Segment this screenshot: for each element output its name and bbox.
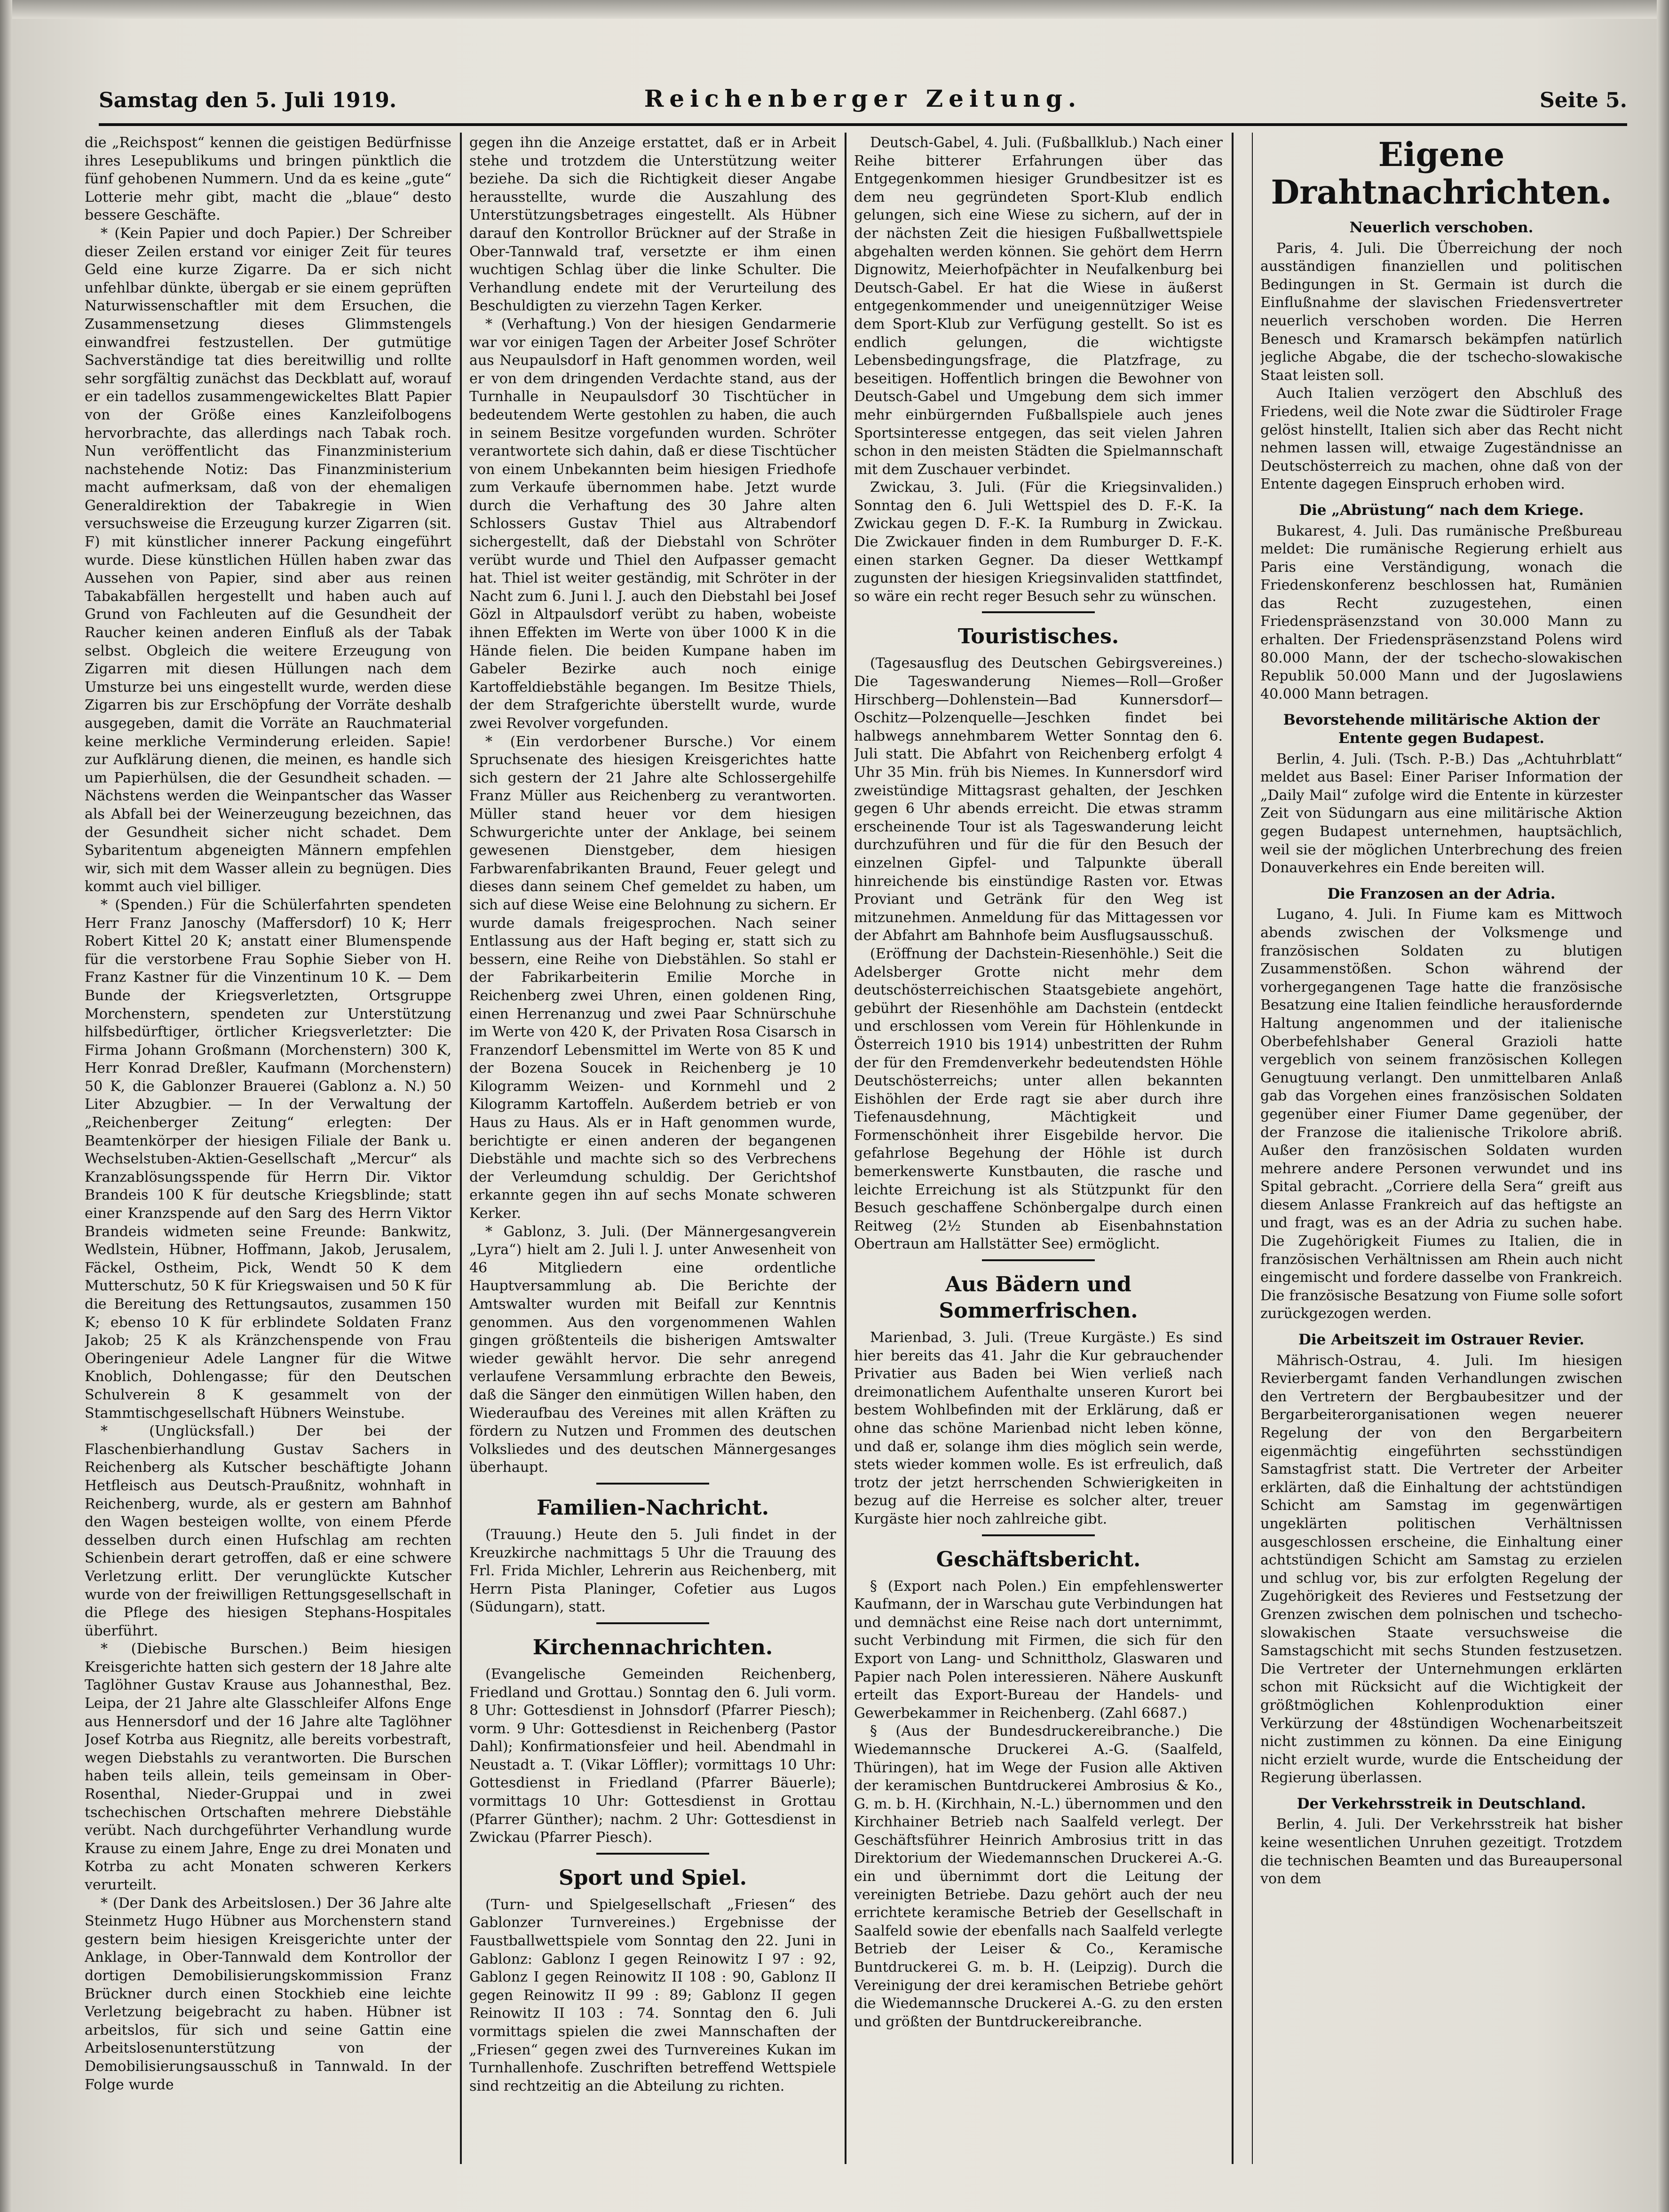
subheading: Der Verkehrsstreik in Deutschland.	[1297, 1795, 1586, 1812]
page-header	[99, 85, 1627, 118]
article-text: * Gablonz, 3. Juli. (Der Männergesangverein „Lyra“) hielt am 2. Juli l. J. unter Anwesenheit von 46 Mitgliedern eine ordentliche Hauptversammlung ab. Die Berichte der Amtswalter wurden mit Beifall zur Kenntnis genommen. Aus den vorgenommenen Wahlen gingen größtenteils die bisherigen Amtswalter wieder gewählt hervor. Die sehr anregend verlaufene Versammlung erbrachte den Beweis, daß die Sänger den einmütigen Willen haben, den Wiederaufbau des Vereines mit allen Kräften zu fördern zu Nutzen und Frommen des deutschen Volksliedes und des deutschen Männergesanges überhaupt.	[469, 1223, 836, 1476]
article-text: § (Export nach Polen.) Ein empfehlenswerter Kaufmann, der in Warschau gute Verbindungen hat und demnächst eine Reise nach dort unternimmt, sucht Verbindung mit Firmen, die sich für den Export von Lang- und Schnittholz, Glaswaren und Papier nach Polen interessieren. Nähere Auskunft erteilt das Export-Bureau der Handels- und Gewerbekammer in Reichenberg. (Zahl 6687.)	[854, 1578, 1223, 1722]
article-text: * (Der Dank des Arbeitslosen.) Der 36 Jahre alte Steinmetz Hugo Hübner aus Morchenstern stand gestern beim hiesigen Kreisgerichte unter der Anklage, in Ober-Tannwald dem Kontrollor der dortigen Demobilisierungskommission Franz Brückner durch einen Stockhieb eine leichte Verletzung beigebracht zu haben. Hübner ist arbeitslos, für sich und seine Gattin eine Arbeitslosenunterstützung von der Demobilisierungsausschuß in Tannwald. In der Folge wurde	[85, 1895, 451, 2093]
subheading: Die „Abrüstung“ nach dem Kriege.	[1299, 501, 1584, 519]
article-text: * (Unglücksfall.) Der bei der Flaschenbierhandlung Gustav Sachers in Reichenberg als Kutscher beschäftigte Johann Hetfleisch aus Deutsch-Praußnitz, wohnhaft in Reichenberg, wurde, als er gestern am Bahnhof den Wagen besteigen wollte, von einem Pferde desselben durch einen Hufschlag am rechten Schienbein derart getroffen, daß er eine schwere Verletzung erlitt. Der verunglückte Kutscher wurde von der freiwilligen Rettungsgesellschaft in die Pflege des hiesigen Stephans-Hospitales überführt.	[85, 1423, 451, 1639]
column-divider-2	[845, 133, 846, 2164]
newspaper-title: Reichenberger Zeitung.	[644, 85, 1082, 112]
section-divider	[982, 1259, 1095, 1261]
article-text: Paris, 4. Juli. Die Überreichung der noch ausständigen finanziellen und politischen Bedingungen in St. Germain ist durch die Einflußnahme der slavischen Friedensvertreter neuerlich verschoben worden. Die Herren Benesch und Kramarsch bekämpfen natürlich jegliche Abgabe, die der tschecho-slowakische Staat leisten soll.	[1260, 240, 1622, 384]
section-heading: Sport und Spiel.	[558, 1865, 747, 1890]
column-divider-1	[460, 133, 462, 2164]
column-3	[854, 134, 1223, 2161]
section-heading: Geschäftsbericht.	[936, 1547, 1141, 1572]
column-2	[469, 134, 836, 2161]
section-heading: Touristisches.	[957, 624, 1119, 649]
scan-right-edge	[1657, 0, 1669, 2212]
scan-left-edge	[0, 0, 12, 2212]
subheading: Die Arbeitszeit im Ostrauer Revier.	[1298, 1331, 1584, 1349]
header-date: Samstag den 5. Juli 1919.	[99, 88, 397, 112]
subheading: Neuerlich verschoben.	[1349, 219, 1534, 236]
article-text: Auch Italien verzögert den Abschluß des Friedens, weil die Note zwar die Südtiroler Frage gelöst hinstellt, Italien sich aber das Recht nicht nehmen lassen will, etwaige Zugeständnisse an Deutschösterreich zu machen, ohne daß von der Entente dagegen Einspruch erhoben wird.	[1260, 385, 1622, 493]
article-text: Lugano, 4. Juli. In Fiume kam es Mittwoch abends zwischen der Volksmenge und französischen Soldaten zu blutigen Zusammenstößen. Schon während der vorhergegangenen Tage hatte die französische Besatzung eine Italien feindliche herausfordernde Haltung angenommen und der italienische Oberbefehlshaber General Grazioli hatte vergeblich von seinem französischen Kollegen Genugtuung verlangt. Den unmittelbaren Anlaß gab das Vorgehen eines französischen Soldaten gegenüber einer Fiumer Dame gegenüber, der der Franzose die italienische Trikolore abriß. Außer den französischen Soldaten wurden mehrere andere Personen verwundet und ins Spital gebracht. „Corriere della Sera“ greift aus diesem Anlasse Frankreich auf das heftigste an und fragt, was es an der Adria zu suchen habe. Die Zugehörigkeit Fiumes zu Italien, die in französischen Verhältnissen am Rhein auch nicht eingemischt und fordere dasselbe von Frankreich. Die französische Besatzung von Fiume solle sofort zurückgezogen werden.	[1260, 906, 1622, 1322]
article-text: Berlin, 4. Juli. Der Verkehrsstreik hat bisher keine wesentlichen Unruhen gezeitigt. Trotzdem die technischen Beamten und das Bureaupersonal von dem	[1260, 1816, 1622, 1888]
header-rule	[99, 123, 1627, 126]
article-text: gegen ihn die Anzeige erstattet, daß er in Arbeit stehe und trotzdem die Unterstützung weiter beziehe. Da sich die Richtigkeit dieser Angabe herausstellte, wurde die Auszahlung des Unterstützungsbetrages eingestellt. Als Hübner darauf den Kontrollor Brückner auf der Straße in Ober-Tannwald traf, versetzte er ihm einen wuchtigen Schlag über die linke Schulter. Die Verhandlung endete mit der Verurteilung des Beschuldigten zu vierzehn Tagen Kerker.	[469, 134, 836, 315]
section-heading: Familien-Nachricht.	[536, 1495, 769, 1520]
section-divider	[596, 1622, 709, 1624]
article-text: Bukarest, 4. Juli. Das rumänische Preßbureau meldet: Die rumänische Regierung erhielt aus Paris eine Verständigung, wonach die Friedenskonferenz beschlossen hat, Rumänien das Recht zuzugestehen, einen Friedenspräsenzstand von 30.000 Mann zu erhalten. Der Friedenspräsenzstand Polens wird 80.000 Mann, der der tschecho-slowakischen Republik 50.000 Mann und der Jugoslawiens 40.000 Mann betragen.	[1260, 522, 1622, 703]
subheading: Bevorstehende militärische Aktion der Entente gegen Budapest.	[1283, 711, 1600, 747]
article-text: * (Diebische Burschen.) Beim hiesigen Kreisgerichte hatten sich gestern der 18 Jahre alte Taglöhner Gustav Krause aus Johannesthal, Bez. Leipa, der 21 Jahre alte Glasschleifer Alfons Enge aus Hennersdorf und der 16 Jahre alte Taglöhner Josef Kotrba aus Riegnitz, alle bereits vorbestraft, wegen Diebstahls zu verantworten. Die Burschen haben teils allein, teils gemeinsam in Ober-Rosenthal, Nieder-Gruppai und in zwei tschechischen Ortschaften mehrere Diebstähle verübt. Nach durchgeführter Verhandlung wurde Krause zu einem Jahre, Enge zu drei Monaten und Kotrba zu acht Monaten schweren Kerkers verurteilt.	[85, 1641, 451, 1893]
article-text: die „Reichspost“ kennen die geistigen Bedürfnisse ihres Lesepublikums und bringen pünktlich die fünf gehobenen Nummern. Und da es keine „gute“ Lotterie mehr gibt, macht die „blaue“ desto bessere Geschäfte.	[85, 134, 451, 224]
section-divider	[982, 1534, 1095, 1536]
section-heading: Kirchennachrichten.	[532, 1635, 773, 1659]
subheading: Die Franzosen an der Adria.	[1327, 885, 1556, 902]
article-text: Mährisch-Ostrau, 4. Juli. Im hiesigen Revierbergamt fanden Verhandlungen zwischen den Vertretern der Bergbaubesitzer und der Bergarbeiterorganisationen wegen neuerer Regelung der von den Bergarbeitern eigenmächtig eingeführten sechsstündigen Samstagfrist statt. Die Vertreter der Arbeiter erklärten, daß die Einhaltung der achtstündigen Schicht am Samstag im gegenwärtigen ungeklärten politischen Verhältnissen ausgeschlossen erscheine, die Einhaltung einer achtstündigen Schicht am Samstag zu erzielen und schlug vor, bis zur erfolgten Regelung der Zugehörigkeit des Revieres und Festsetzung der Grenzen zwischen dem polnischen und tschecho-slowakischen Staate versuchsweise die Samstagschicht mit sechs Stunden festzusetzen. Die Vertreter der Unternehmungen erklärten schon mit Rücksicht auf die Wichtigkeit der größtmöglichen Kohlenproduktion einer Verkürzung der 48stündigen Wochenarbeitszeit nicht zustimmen zu können. Da eine Einigung nicht erzielt wurde, wurde die Entscheidung der Regierung überlassen.	[1260, 1352, 1622, 1786]
section-divider	[596, 1853, 709, 1855]
column-1	[85, 134, 451, 2161]
article-text: (Tagesausflug des Deutschen Gebirgsvereines.) Die Tageswanderung Niemes—Roll—Großer Hirschberg—Dohlenstein—Bad Kunnersdorf—Oschitz—Polzenquelle—Jeschken findet bei halbwegs annehmbarem Wetter Sonntag den 6. Juli statt. Die Abfahrt von Reichenberg erfolgt 4 Uhr 35 Min. früh bis Niemes. In Kunnersdorf wird zweistündige Mittagsrast gehalten, der Jeschken gegen 6 Uhr abends erreicht. Die etwas stramm erscheinende Tour ist als Tageswanderung leicht durchzuführen und für die für den Besuch der einzelnen Gipfel- und Talpunkte überall hinreichende bis einstündige Rasten vor. Etwas Proviant und Getränk für den Weg ist mitzunehmen. Anmeldung für das Mittagessen vor der Abfahrt am Bahnhofe beim Ausflugsausschuß.	[854, 655, 1223, 944]
article-text: * (Kein Papier und doch Papier.) Der Schreiber dieser Zeilen erstand vor einiger Zeit für teures Geld eine kurze Zigarre. Da er sich nicht unfehlbar dünkte, übergab er sie einem geprüften Naturwissenschaftler mit dem Ersuchen, die Zusammensetzung dieses Glimmstengels einwandfrei festzustellen. Der gutmütige Sachverständige tat dies bereitwillig und rollte sehr sorgfältig zunächst das Deckblatt auf, worauf er ein tadellos zusammengewickeltes Blatt Papier von der Größe eines Kanzleifolbogens hervorbrachte, das allerdings nach Tabak roch. Nun veröffentlicht das Finanzministerium nachstehende Notiz: Das Finanzministerium macht aufmerksam, daß von der ehemaligen Generaldirektion der Tabakregie in Wien versuchsweise die Erzeugung kurzer Zigarren (sit. F) mit künstlicher innerer Packung eingeführt wurde. Diese künstlichen Hüllen haben zwar das Aussehen von Papier, sind aber aus reinen Tabakabfällen hergestellt und haben auch auf Grund von Fachleuten auf die Gesundheit der Raucher keinen anderen Einfluß als der Tabak selbst. Obgleich die weitere Erzeugung von Zigarren mit diesen Hüllungen nach dem Umsturze bei uns eingestellt wurde, werden diese Zigarren bis zur Erschöpfung der Vorräte deshalb ausgegeben, damit die Vorräte an Rauchmaterial keine merkliche Verminderung erleiden. Sapie! zur Aufklärung dienen, die meinen, es handle sich um Papierhülsen, die der Gesundheit schaden. — Nächstens werden die Weinpantscher das Wasser als Abfall bei der Weinerzeugung bezeichnen, das der Gesundheit sicher nicht schadet. Dem Sybaritentum abgeneigten Männern empfehlen wir, sich mit dem Wasser allein zu begnügen. Dies kommt auch viel billiger.	[85, 225, 451, 895]
section-heading: Aus Bädern und Sommerfrischen.	[939, 1272, 1138, 1323]
column-4	[1260, 134, 1622, 2161]
article-text: § (Aus der Bundesdruckereibranche.) Die Wiedemannsche Druckerei A.-G. (Saalfeld, Thüringen), hat im Wege der Fusion alle Aktiven der keramischen Buntdruckerei Ambrosius & Ko., G. m. b. H. (Kirchhain, N.-L.) übernommen und den Kirchhainer Betrieb nach Saalfeld verlegt. Der Geschäftsführer Heinrich Ambrosius tritt in das Direktorium der Wiedemannschen Druckerei A.-G. ein und übernimmt dort die Leitung der vereinigten Betriebe. Dazu gehört auch der neu errichtete keramische Betrieb der Gesellschaft in Saalfeld sowie der ebenfalls nach Saalfeld verlegte Betrieb der Leiser & Co., Keramische Buntdruckerei G. m. b. H. (Leipzig). Durch die Vereinigung der drei keramischen Betriebe gehört die Wiedemannsche Druckerei A.-G. zu den ersten und größten der Buntdruckereibranche.	[854, 1723, 1223, 2030]
article-text: * (Verhaftung.) Von der hiesigen Gendarmerie war vor einigen Tagen der Arbeiter Josef Schröter aus Neupaulsdorf in Haft genommen worden, weil er von dem dringenden Verdachte stand, aus der Turnhalle in Neupaulsdorf 30 Tischtücher in bedeutendem Werte gestohlen zu haben, die auch in seinem Besitze vorgefunden wurden. Schröter verantwortete sich dahin, daß er diese Tischtücher von einem Unbekannten beim hiesigen Friedhofe zum Verkaufe übernommen habe. Jetzt wurde durch die Verhaftung des 30 Jahre alten Schlossers Gustav Thiel aus Altrabendorf sichergestellt, daß der Diebstahl von Schröter verübt wurde und Thiel den Aufpasser gemacht hat. Thiel ist weiter geständig, mit Schröter in der Nacht zum 6. Juni l. J. auch den Diebstahl bei Josef Gözl in Altpaulsdorf verübt zu haben, wobeiste ihnen Effekten im Werte von über 1000 K in die Hände fielen. Die beiden Kumpane haben im Gabeler Bezirke auch noch einige Kartoffeldiebstähle begangen. Im Besitze Thiels, der dem Strafgerichte überstellt wurde, wurde zwei Revolver vorgefunden.	[469, 316, 836, 732]
article-text: Berlin, 4. Juli. (Tsch. P.-B.) Das „Achtuhrblatt“ meldet aus Basel: Einer Pariser Information der „Daily Mail“ zufolge wird die Entente in kürzester Zeit von Südungarn aus eine militärische Aktion gegen Budapest unternehmen, hauptsächlich, weil sie der möglichen Unterbrechung des freien Donauverkehres ein Ende bereiten will.	[1260, 750, 1622, 877]
article-text: (Eröffnung der Dachstein-Riesenhöhle.) Seit die Adelsberger Grotte nicht mehr dem deutschösterreichischen Staatsgebiete angehört, gebührt der Riesenhöhle am Dachstein (entdeckt und erschlossen vom Verein für Höhlenkunde in Österreich 1910 bis 1914) unbestritten der Ruhm der für den Fremdenverkehr bedeutendsten Höhle Deutschösterreichs; unter allen bekannten Eishöhlen der Erde ragt sie aber durch ihre Tiefenausdehnung, Mächtigkeit und Formenschönheit ihrer Eisgebilde hervor. Die gefahrlose Begehung der Höhle ist durch bemerkenswerte Kunstbauten, die rasche und leichte Erreichung ist als Stützpunkt für den Besuch geschaffene Schönbergalpe durch einen Reitweg (2½ Stunden ab Eisenbahnstation Obertraun am Hallstätter See) ermöglicht.	[854, 945, 1223, 1253]
column-divider-3b	[1252, 133, 1253, 2164]
article-text: Marienbad, 3. Juli. (Treue Kurgäste.) Es sind hier bereits das 41. Jahr die Kur gebrauchender Privatier aus Baden bei Wien verließ nach dreimonatlichem Aufenthalte unseren Kurort bei bestem Wohlbefinden mit der Erklärung, daß er ohne das schöne Marienbad nicht leben könne, und daß er, solange ihm dies möglich sein werde, stets wieder kommen wolle. Es ist erfreulich, daß trotz der jetzt herrschenden Schwierigkeiten in bezug auf die Herreise es solcher alter, treuer Kurgäste hier noch zahlreiche gibt.	[854, 1329, 1223, 1527]
scan-top-edge	[0, 0, 1669, 19]
article-text: Deutsch-Gabel, 4. Juli. (Fußballklub.) Nach einer Reihe bitterer Erfahrungen über das Entgegenkommen hiesiger Grundbesitzer ist es dem neu gegründeten Sport-Klub endlich gelungen, sich eine Wiese zu sichern, auf der in der nächsten Zeit die hiesigen Fußballwettspiele abgehalten werden können. Sie gehört dem Herrn Dignowitz, Meierhofpächter in Neufalkenburg bei Deutsch-Gabel. Er hat die Wiese in äußerst entgegenkommender und uneigennütziger Weise dem Sport-Klub zur Verfügung gestellt. So ist es endlich gelungen, die wichtigste Lebensbedingungsfrage, die Platzfrage, zu beseitigen. Hoffentlich bringen die Bewohner von Deutsch-Gabel und Umgebung dem sich immer mehr einbürgernden Fußballspiele auch jenes Sportsinteresse entgegen, das seit vielen Jahren schon in den meisten Städten die Spielmannschaft mit dem Zuschauer verbindet.	[854, 134, 1223, 478]
section-divider	[596, 1483, 709, 1485]
page-number: Seite 5.	[1539, 88, 1627, 112]
article-text: Zwickau, 3. Juli. (Für die Kriegsinvaliden.) Sonntag den 6. Juli Wettspiel des D. F.-K. Ia Zwickau gegen D. F.-K. Ia Rumburg in Zwickau. Die Zwickauer finden in dem Rumburger D. F.-K. einen starken Gegner. Da dieser Wettkampf zugunsten der hiesigen Kriegsinvaliden stattfindet, so wäre ein recht reger Besuch sehr zu wünschen.	[854, 479, 1223, 605]
article-text: (Trauung.) Heute den 5. Juli findet in der Kreuzkirche nachmittags 5 Uhr die Trauung des Frl. Frida Michler, Lehrerin aus Reichenberg, mit Herrn Pista Planinger, Cofetier aus Lugos (Südungarn), statt.	[469, 1526, 836, 1616]
column-divider-3	[1232, 133, 1234, 2164]
article-text: * (Spenden.) Für die Schülerfahrten spendeten Herr Franz Janoschy (Maffersdorf) 10 K; Herr Robert Kittel 20 K; anstatt einer Blumenspende für die verstorbene Frau Sophie Sieber von H. Franz Kastner für die Vinzentinum 10 K. — Dem Bunde der Kriegsverletzten, Ortsgruppe Morchenstern, spendeten zur Unterstützung hilfsbedürftiger, örtlicher Kriegsverletzter: Die Firma Johann Großmann (Morchenstern) 300 K, Herr Konrad Dreßler, Kaufmann (Morchenstern) 50 K, die Gablonzer Brauerei (Gablonz a. N.) 50 Liter Abzugbier. — In der Verwaltung der „Reichenberger Zeitung“ erlegten: Der Beamtenkörper der hiesigen Filiale der Bank u. Wechselstuben-Aktien-Gesellschaft „Mercur“ als Kranzablösungsspende für Herrn Dir. Viktor Brandeis 100 K für deutsche Kriegsblinde; statt einer Kranzspende auf den Sarg des Herrn Viktor Brandeis widmeten seine Freunde: Bankwitz, Wedlstein, Hübner, Hoffmann, Jakob, Jerusalem, Fäckel, Ostheim, Pick, Wendt 50 K dem Mutterschutz, 50 K für Kriegswaisen und 50 K für die Bereitung des Rettungsautos, zusammen 150 K; ebenso 10 K für erblindete Soldaten Franz Jakob; 25 K als Kränzchenspende von Frau Oberingenieur Adele Langner für die Witwe Knoblich, Dohlengasse; für den Deutschen Schulverein 8 K gesammelt von der Stammtischgesellschaft Hübners Weinstube.	[85, 896, 451, 1422]
article-text: * (Ein verdorbener Bursche.) Vor einem Spruchsenate des hiesigen Kreisgerichtes hatte sich gestern der 21 Jahre alte Schlossergehilfe Franz Müller aus Reichenberg zu verantworten. Müller stand heuer vor dem hiesigen Schwurgerichte unter der Anklage, bei seinem gewesenen Dienstgeber, dem hiesigen Farbwarenfabrikanten Braund, Feuer gelegt und dieses dann seinem Chef gemeldet zu haben, um sich auf diese Weise eine Belohnung zu sichern. Er wurde damals freigesprochen. Nach seiner Entlassung aus der Haft beging er, statt sich zu bessern, eine Reihe von Diebstählen. So stahl er der Fabrikarbeiterin Emilie Morche in Reichenberg zwei Uhren, einen goldenen Ring, einen Herrenanzug und zwei Paar Schnürschuhe im Werte von 420 K, der Privaten Rosa Cisarsch in Franzendorf Lebensmittel im Werte von 85 K und der Bozena Soucek in Reichenberg je 10 Kilogramm Weizen- und Kornmehl und 2 Kilogramm Kartoffeln. Außerdem betrieb er von Haus zu Haus. Als er in Haft genommen wurde, berichtigte er einen anderen der begangenen Diebstähle und machte sich so des Verbrechens der Verleumdung schuldig. Der Gerichtshof erkannte gegen ihn auf sechs Monate schweren Kerker.	[469, 733, 836, 1222]
section-title: Eigene Drahtnachrichten.	[1271, 135, 1612, 212]
section-divider	[982, 611, 1095, 613]
article-text: (Turn- und Spielgesellschaft „Friesen“ des Gablonzer Turnvereines.) Ergebnisse der Faustballwettspiele vom Sonntag den 22. Juni in Gablonz: Gablonz I gegen Reinowitz I 97 : 92, Gablonz I gegen Reinowitz II 108 : 90, Gablonz II gegen Reinowitz II 99 : 89; Gablonz II gegen Reinowitz II 103 : 74. Sonntag den 6. Juli vormittags spielen die zwei Mannschaften der „Friesen“ gegen zwei des Turnvereines Kukan im Turnhallenhofe. Zuschriften betreffend Wettspiele sind rechtzeitig an die Abteilung zu richten.	[469, 1896, 836, 2094]
article-text: (Evangelische Gemeinden Reichenberg, Friedland und Grottau.) Sonntag den 6. Juli vorm. 8 Uhr: Gottesdienst in Johnsdorf (Pfarrer Piesch); vorm. 9 Uhr: Gottesdienst in Reichenberg (Pastor Dahl); Konfirmationsfeier und heil. Abendmahl in Neustadt a. T. (Vikar Löffler); vormittags 10 Uhr: Gottesdienst in Friedland (Pfarrer Bäuerle); vormittags 10 Uhr: Gottesdienst in Grottau (Pfarrer Günther); nachm. 2 Uhr: Gottesdienst in Zwickau (Pfarrer Piesch).	[469, 1666, 836, 1846]
